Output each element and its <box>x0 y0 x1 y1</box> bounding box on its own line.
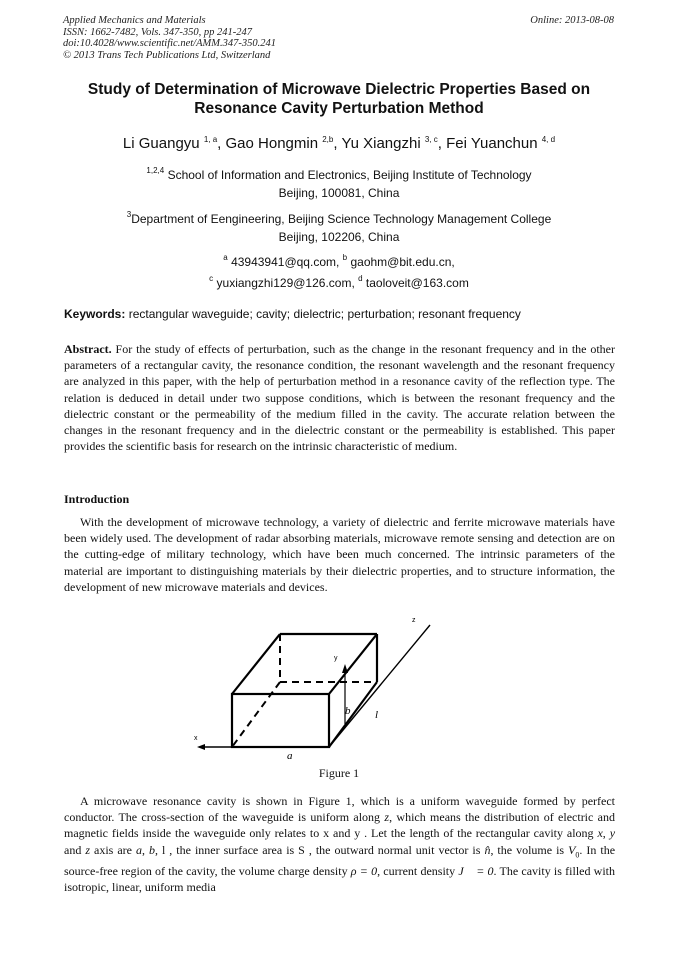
paper-title <box>40 80 638 118</box>
figure-1-cavity-diagram <box>190 612 450 762</box>
intro-paragraph: With the development of microwave technology, a variety of dielectric and ferrite microwave materials have been widely used. The development of radar absorbing materials, microwave remote sensing and detection are on the cutting-edge of military technology, which have been much concerned. The intrinsic parameters of the material are important to distinguishing materials by their dielectric properties, and to structure information, the development of new microwave materials and devices. <box>64 515 615 594</box>
email-link[interactable]: taoloveit@163.com <box>365 276 469 290</box>
email-link[interactable]: 43943941@qq.com, <box>231 255 340 269</box>
affiliation-1: $^{1,2,4}$ School of Information and Electronics, Beijing Institute of Technology <box>146 166 532 182</box>
y-axis-arrow <box>342 664 348 673</box>
cavity-front-face <box>232 694 329 747</box>
affiliation-2-city: Beijing, 102206, China <box>278 230 400 244</box>
email-link[interactable]: gaohm@bit.edu.cn, <box>350 255 455 269</box>
email-link[interactable]: yuxiangzhi129@126.com, <box>216 276 355 290</box>
author-affiliation-mark: 3, c <box>424 135 438 144</box>
dimension-b-label: b <box>345 705 351 717</box>
journal-name: Applied Mechanics and Materials <box>63 15 206 26</box>
cavity-edge <box>232 634 280 694</box>
author-list: Li Guangyu $^{1, a}$, Gao Hongmin $^{2,b}$, Yu Xiangzhi $^{3, c}$, Fei Yuanchun $^{4, d}$ <box>122 135 556 152</box>
abstract-text: For the study of effects of perturbation, such as the change in the resonant frequency and in the other parameters of a rectangular cavity, the resonance condition, the resonant wavelength and the resonant frequency are analyzed in this paper, with the help of perturbation method in a resonance cavity of the reflection type. The relation is deduced in detail under two suppose conditions, which is between the resonant frequency and the dielectric constant or the permeability of the medium filled in the cavity. The accurate relation between the changes in the resonant frequency and in the dielectric constant or the permeability is established. This paper provides the scientific basis for research on the intrinsic characteristic of medium. <box>64 342 615 454</box>
author-name: Li Guangyu <box>122 135 200 152</box>
running-header <box>63 15 276 61</box>
keywords-text: rectangular waveguide; cavity; dielectric; perturbation; resonant frequency <box>128 307 521 321</box>
figure-caption: Figure 1 <box>318 766 360 780</box>
affiliation-2: $^3$Department of Eengineering, Beijing Science Technology Management College <box>126 210 552 226</box>
email-line-2: $^c$ yuxiangzhi129@126.com, $^d$ taoloveit@163.com <box>209 274 469 290</box>
z-axis <box>329 625 430 747</box>
issn-line: ISSN: 1662-7482, Vols. 347-350, pp 241-247 <box>63 26 252 38</box>
author-affiliation-mark: 4, d <box>541 135 556 144</box>
abstract <box>64 341 615 454</box>
doi-line: doi:10.4028/www.scientific.net/AMM.347-350.241 <box>63 38 276 49</box>
affiliation-1-city: Beijing, 100081, China <box>278 186 400 200</box>
title-line-2: Resonance Cavity Perturbation Method <box>194 100 484 117</box>
email-line-1: $^a$ 43943941@qq.com, $^b$ gaohm@bit.edu.cn, <box>223 253 455 269</box>
dimension-l-label: l <box>375 709 379 721</box>
z-axis-label: z <box>412 617 416 624</box>
keywords <box>64 307 624 321</box>
copyright-line: © 2013 Trans Tech Publications Ltd, Switzerland <box>63 49 271 61</box>
author-name: Fei Yuanchun <box>446 135 538 152</box>
y-axis-label: y <box>334 655 338 662</box>
body-paragraph: A microwave resonance cavity is shown in Figure 1, which is a uniform waveguide formed by perfect conductor. The cross-section of the waveguide is uniform along z, which means the distribution of electric and magnetic fields inside the waveguide only relates to x and y . Let the length of the rectangular cavity along x, y and z axis are a, b, l , the inner surface area is S , the outward normal unit vector is n̂, the volume is $V_0$. In the source-free region of the cavity, the volume charge density ρ = 0, current density J⃗ = 0. The cavity is filled with isotropic, linear, uniform media <box>64 794 616 895</box>
cavity-hidden-edge <box>232 682 280 747</box>
dimension-a-label: a <box>287 750 293 762</box>
abstract-label: Abstract. <box>64 342 112 356</box>
keywords-label: Keywords: <box>64 307 126 321</box>
author-name: Gao Hongmin <box>225 135 319 152</box>
author-affiliation-mark: 2,b <box>322 135 334 144</box>
x-axis-arrow <box>197 744 205 750</box>
title-line-1: Study of Determination of Microwave Dielectric Properties Based on <box>87 81 591 98</box>
x-axis-label: x <box>194 735 198 742</box>
author-affiliation-mark: 1, a <box>203 135 218 144</box>
cavity-edge <box>329 634 377 694</box>
author-name: Yu Xiangzhi <box>341 135 421 152</box>
online-date: Online: 2013-08-08 <box>530 15 614 26</box>
section-heading-introduction: Introduction <box>64 492 130 506</box>
